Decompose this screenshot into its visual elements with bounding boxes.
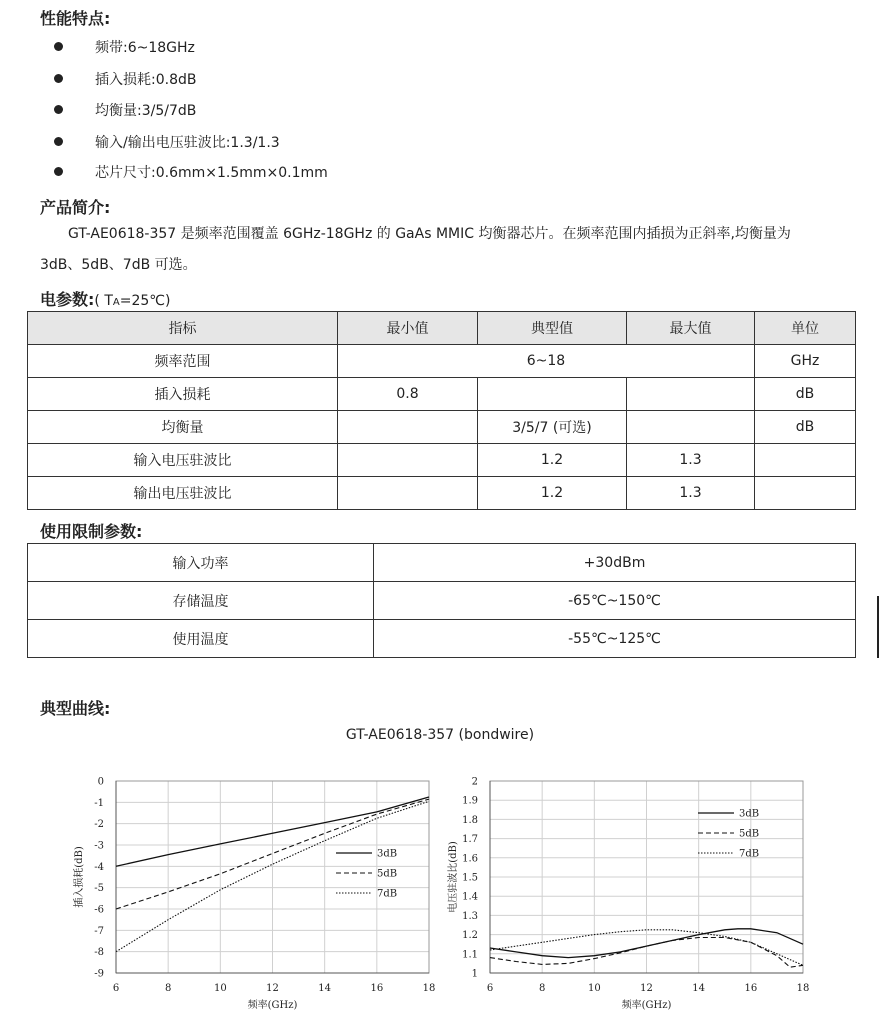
features-title: 性能特点: <box>40 9 111 28</box>
y-axis-label: 插入损耗(dB) <box>74 846 85 908</box>
x-axis-label: 频率(GHz) <box>247 1000 298 1011</box>
feature-item: 芯片尺寸:0.6mm×1.5mm×0.1mm <box>95 165 328 181</box>
table-row <box>28 582 856 620</box>
y-tick-label: -4 <box>94 861 104 873</box>
limit-value: -65℃~150℃ <box>374 582 856 620</box>
vswr-chart <box>445 768 825 1026</box>
x-tick-label: 18 <box>796 983 810 994</box>
param-name: 均衡量 <box>28 411 338 444</box>
x-tick-label: 14 <box>318 983 332 994</box>
y-tick-label: 1.5 <box>462 872 478 884</box>
y-tick-label: 1.3 <box>462 910 478 922</box>
y-tick-label: 0 <box>97 776 104 788</box>
x-tick-label: 12 <box>266 983 279 994</box>
param-typ: 3/5/7 (可选) <box>478 411 627 444</box>
param-unit <box>755 444 856 477</box>
y-tick-label: -8 <box>94 947 104 959</box>
table-row <box>28 620 856 658</box>
feature-item: 均衡量:3/5/7dB <box>95 103 197 119</box>
table-row <box>28 544 856 582</box>
param-typ: 1.2 <box>478 444 627 477</box>
param-unit: GHz <box>755 345 856 378</box>
x-tick-label: 6 <box>486 983 494 994</box>
curves-caption: GT-AE0618-357 (bondwire) <box>345 727 535 743</box>
param-name: 频率范围 <box>28 345 338 378</box>
param-max <box>627 411 755 444</box>
insertion-loss-chart <box>60 768 450 1026</box>
header-cell: 典型值 <box>478 312 627 345</box>
y-tick-label: 1.6 <box>462 853 478 865</box>
table-header-row <box>28 312 856 345</box>
param-max <box>627 378 755 411</box>
param-min: 0.8 <box>338 378 478 411</box>
x-tick-label: 6 <box>112 983 120 994</box>
x-tick-label: 16 <box>370 983 384 994</box>
limit-name: 使用温度 <box>28 620 374 658</box>
limit-value: -55℃~125℃ <box>374 620 856 658</box>
y-tick-label: -1 <box>94 797 104 809</box>
y-tick-label: -9 <box>94 968 104 980</box>
header-cell: 最大值 <box>627 312 755 345</box>
x-tick-label: 14 <box>692 983 706 994</box>
table-row <box>28 477 856 510</box>
bullet-icon <box>54 42 63 51</box>
intro-title: 产品简介: <box>40 198 111 217</box>
param-typ: 1.2 <box>478 477 627 510</box>
table-row <box>28 444 856 477</box>
x-axis-label: 频率(GHz) <box>621 1000 672 1011</box>
table-row <box>28 411 856 444</box>
x-tick-label: 10 <box>587 983 601 994</box>
x-tick-label: 10 <box>213 983 227 994</box>
param-unit: dB <box>755 378 856 411</box>
table-row <box>28 378 856 411</box>
y-tick-label: 1.7 <box>462 834 478 846</box>
y-tick-label: -2 <box>94 819 104 831</box>
param-max: 1.3 <box>627 444 755 477</box>
param-name: 插入损耗 <box>28 378 338 411</box>
param-unit: dB <box>755 411 856 444</box>
electrical-condition: ( TA=25℃) <box>94 293 171 309</box>
x-tick-label: 18 <box>422 983 436 994</box>
param-name: 输入电压驻波比 <box>28 444 338 477</box>
curves-title: 典型曲线: <box>40 699 111 718</box>
electrical-title: 电参数: <box>40 290 95 309</box>
bullet-icon <box>54 137 63 146</box>
y-axis-label: 电压驻波比(dB) <box>448 841 459 913</box>
bullet-icon <box>54 105 63 114</box>
y-tick-label: -6 <box>94 904 104 916</box>
x-tick-label: 8 <box>538 983 546 994</box>
y-tick-label: 1.4 <box>462 891 478 903</box>
y-tick-label: -3 <box>94 840 104 852</box>
x-tick-label: 12 <box>640 983 653 994</box>
limit-name: 输入功率 <box>28 544 374 582</box>
legend-label: 3dB <box>739 808 760 820</box>
param-min <box>338 411 478 444</box>
param-max: 1.3 <box>627 477 755 510</box>
limit-name: 存储温度 <box>28 582 374 620</box>
legend-label: 5dB <box>377 868 398 880</box>
legend-label: 3dB <box>377 848 398 860</box>
param-typ <box>478 378 627 411</box>
y-tick-label: 1.2 <box>462 930 478 942</box>
feature-item: 插入损耗:0.8dB <box>95 72 197 88</box>
margin-rule <box>877 596 879 658</box>
header-cell: 单位 <box>755 312 856 345</box>
y-tick-label: 1.1 <box>462 949 478 961</box>
y-tick-label: -7 <box>94 925 104 937</box>
electrical-table <box>27 311 856 510</box>
header-cell: 最小值 <box>338 312 478 345</box>
bullet-icon <box>54 167 63 176</box>
feature-item: 输入/输出电压驻波比:1.3/1.3 <box>95 135 280 151</box>
limits-table <box>27 543 856 658</box>
y-tick-label: -5 <box>94 883 104 895</box>
electrical-heading <box>40 287 170 310</box>
param-min <box>338 477 478 510</box>
x-tick-label: 16 <box>744 983 758 994</box>
y-tick-label: 1.8 <box>462 814 478 826</box>
legend-label: 7dB <box>739 848 760 860</box>
limits-title: 使用限制参数: <box>40 522 143 541</box>
header-cell: 指标 <box>28 312 338 345</box>
param-name: 输出电压驻波比 <box>28 477 338 510</box>
y-tick-label: 1.9 <box>462 795 478 807</box>
table-row <box>28 345 856 378</box>
param-min <box>338 444 478 477</box>
param-unit <box>755 477 856 510</box>
intro-line-1: GT-AE0618-357 是频率范围覆盖 6GHz-18GHz 的 GaAs MMIC 均衡器芯片。在频率范围内插损为正斜率,均衡量为 <box>68 226 791 242</box>
bullet-icon <box>54 74 63 83</box>
y-tick-label: 2 <box>471 776 478 788</box>
intro-line-2: 3dB、5dB、7dB 可选。 <box>40 257 197 273</box>
x-tick-label: 8 <box>164 983 172 994</box>
limit-value: +30dBm <box>374 544 856 582</box>
param-value: 6~18 <box>338 345 755 378</box>
legend-label: 5dB <box>739 828 760 840</box>
y-tick-label: 1 <box>471 968 478 980</box>
feature-item: 频带:6~18GHz <box>95 40 195 56</box>
legend-label: 7dB <box>377 888 398 900</box>
